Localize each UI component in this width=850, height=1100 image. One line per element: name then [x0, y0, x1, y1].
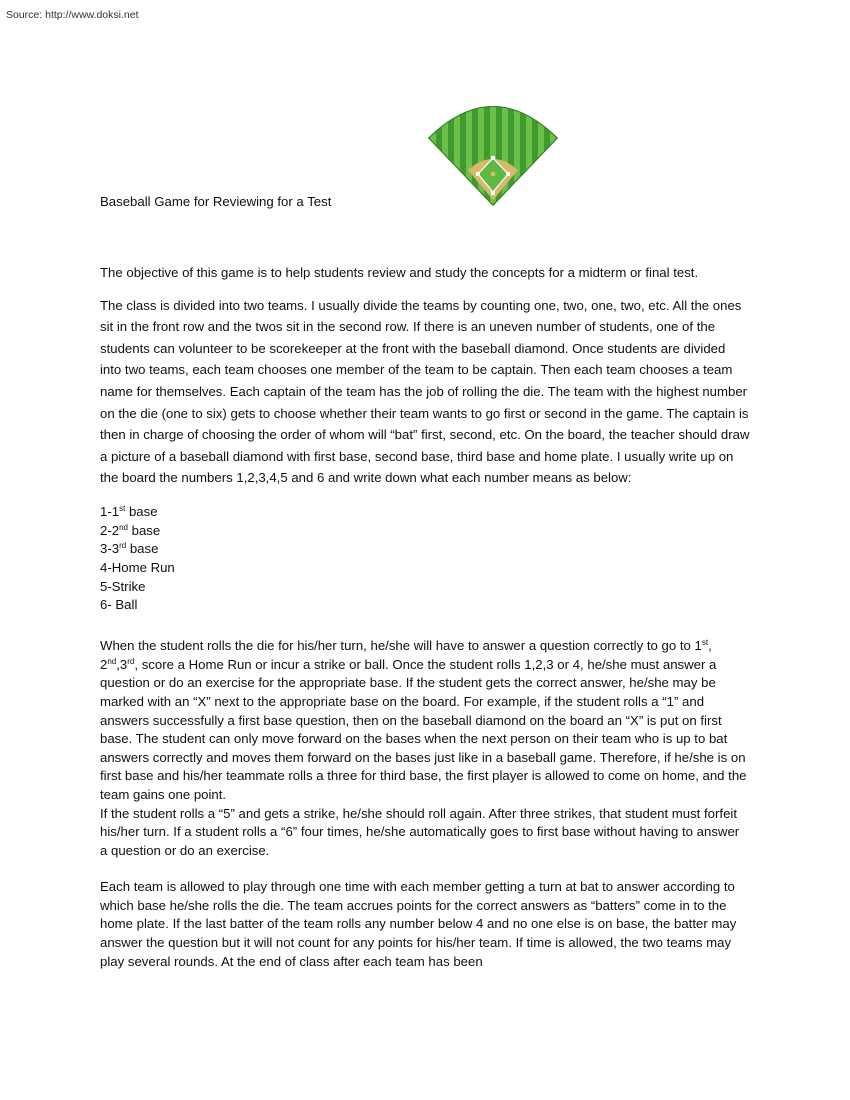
list-item: 4-Home Run	[100, 560, 175, 576]
teams-paragraph: The class is divided into two teams. I usually divide the teams by counting one, two, one, two, etc. All the ones sit in the front row and the twos sit in the second row. If there is an uneven number of students, one of the students can volunteer to be scorekeeper at the front with the baseball diamond. Once students are divided into two teams, each team chooses one member of the team to be captain. Then each team chooses a team name for themselves. Each captain of the team has the job of rolling the die. The team with the highest number on the die (one to six) gets to choose whether their team wants to go first or second in the game. The captain is then in charge of choosing the order of whom will “bat” first, second, etc. On the board, the teacher should draw a picture of a baseball diamond with first base, second base, third base and home plate. I usually write up on the board the numbers 1,2,3,4,5 and 6 and write down what each number means as below:	[100, 297, 750, 486]
rolls-paragraph: When the student rolls the die for his/her turn, he/she will have to answer a question correctly to go to 1st, 2nd,3rd, score a Home Run or incur a strike or ball. Once the student rolls 1,2,3 or 4, he/she must answer a question or do an exercise for the appropriate base. If the student gets the correct answer, he/she may be marked with an “X” next to the appropriate base on the board. For example, if the student rolls a “1” and answers successfully a first base question, then on the baseball diamond on the board an “X” is put on first base. The student can only move forward on the bases when the next person on their team who is up to bat answers correctly and moves them forward on the bases just like in a baseball game. Therefore, if he/she is on first base and his/her teammate rolls a three for third base, the first player is allowed to come on home, and the team gains one point.	[100, 638, 747, 802]
strike-paragraph: If the student rolls a “5” and gets a strike, he/she should roll again. After three strikes, that student must forfeit his/her turn. If a student rolls a “6” four times, he/she automatically goes to first base without having to answer a question or do an exercise.	[100, 805, 740, 858]
list-item: 6- Ball	[100, 597, 138, 613]
list-item: 5-Strike	[100, 578, 146, 594]
list-item: 1-1st base	[100, 503, 158, 519]
list-item: 3-3rd base	[100, 541, 159, 557]
final-paragraph: Each team is allowed to play through one time with each member getting a turn at bat to answer according to which base he/she rolls the die. The team accrues points for the correct answers as “batters” come in to the home plate. If the last batter of the team rolls any number below 4 and no one else is on base, the batter may answer the question but it will not count for any points for his/her team. If time is allowed, the two teams may play several rounds. At the end of class after each team has been	[100, 879, 737, 969]
baseball-diamond-image	[426, 100, 560, 208]
list-item: 2-2nd base	[100, 522, 161, 538]
objective-paragraph: The objective of this game is to help students review and study the concepts for a midterm or final test.	[100, 265, 699, 280]
rules-section	[100, 637, 750, 971]
die-meaning-list	[100, 503, 750, 615]
source-line: Source: http://www.doksi.net	[6, 9, 139, 21]
document-title: Baseball Game for Reviewing for a Test	[100, 194, 332, 209]
document-body	[100, 262, 750, 971]
